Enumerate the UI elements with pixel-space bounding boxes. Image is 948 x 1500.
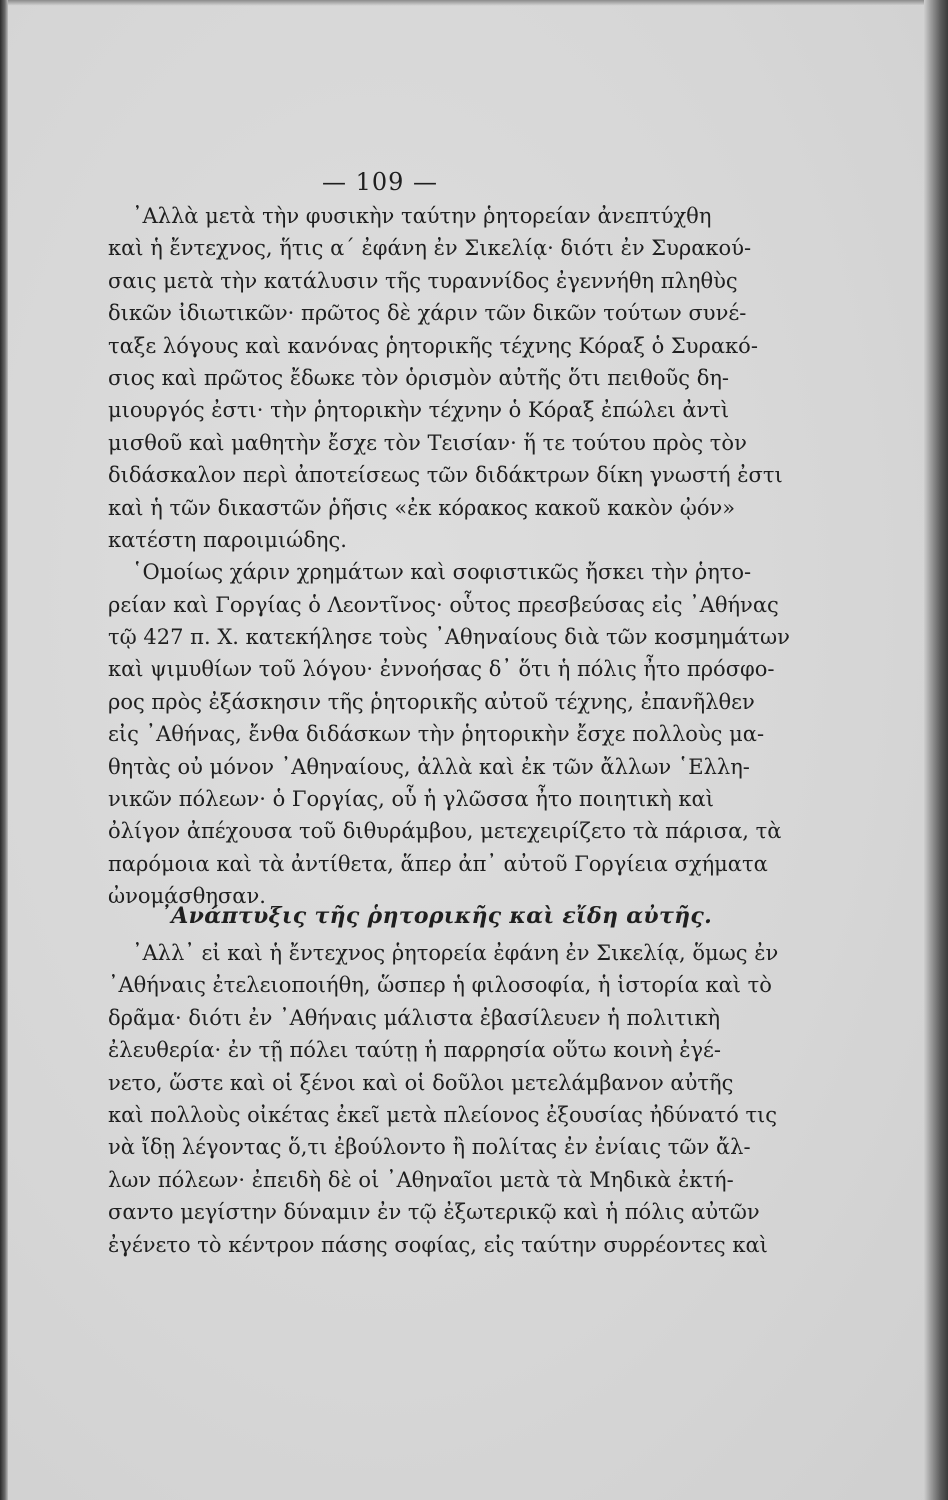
text-line: καὶ ἡ ἔντεχνος, ἥτις α΄ ἐφάνη ἐν Σικελίᾳ· διότι ἐν Συρακού- [108,236,752,261]
text-line: δικῶν ἰδιωτικῶν· πρῶτος δὲ χάριν τῶν δικῶν τούτων συνέ- [108,301,747,326]
text-line: θητὰς οὐ μόνον ᾿Αθηναίους, ἀλλὰ καὶ ἐκ τῶν ἄλλων ῾Ελλη- [108,754,750,779]
text-line: σιος καὶ πρῶτος ἔδωκε τὸν ὁρισμὸν αὐτῆς ὅτι πειθοῦς δη- [108,365,730,390]
page-number: — 109 — [321,168,439,196]
text-line: διδάσκαλον περὶ ἀποτείσεως τῶν διδάκτρων δίκη γνωστή ἐστι [108,463,783,488]
text-line: νὰ ἴδῃ λέγοντας ὅ,τι ἐβούλοντο ἢ πολίτας ἐν ἐνίαις τῶν ἄλ- [108,1135,751,1160]
body-text-upper [108,200,790,913]
page-left-edge [0,0,8,1500]
text-line: δρᾶμα· διότι ἐν ᾿Αθήναις μάλιστα ἐβασίλευεν ἡ πολιτικὴ [108,1005,721,1030]
text-line: καὶ πολλοὺς οἰκέτας ἐκεῖ μετὰ πλείονος ἐξουσίας ἠδύνατό τις [108,1102,778,1127]
text-line: ἐγένετο τὸ κέντρον πάσης σοφίας, εἰς ταύτην συρρέοντες καὶ [108,1232,768,1257]
text-line: ρος πρὸς ἐξάσκησιν τῆς ῥητορικῆς αὐτοῦ τέχνης, ἐπανῆλθεν [108,689,755,714]
text-line: ῾Ομοίως χάριν χρημάτων καὶ σοφιστικῶς ἤσκει τὴν ῥητο- [132,560,752,585]
text-line: ἐλευθερία· ἐν τῇ πόλει ταύτῃ ἡ παρρησία οὕτω κοινὴ ἐγέ- [108,1038,722,1063]
text-line: νικῶν πόλεων· ὁ Γοργίας, οὗ ἡ γλῶσσα ἦτο ποιητικὴ καὶ [108,787,714,812]
text-line: τῷ 427 π. Χ. κατεκήλησε τοὺς ᾿Αθηναίους διὰ τῶν κοσμημάτων [108,625,790,650]
text-line: μισθοῦ καὶ μαθητὴν ἔσχε τὸν Τεισίαν· ἥ τε τούτου πρὸς τὸν [108,430,747,455]
text-line: παρόμοια καὶ τὰ ἀντίθετα, ἅπερ ἀπ᾿ αὐτοῦ Γοργίεια σχήματα [108,851,768,876]
text-line: σαντο μεγίστην δύναμιν ἐν τῷ ἐξωτερικῷ καὶ ἡ πόλις αὐτῶν [108,1200,760,1225]
text-line: μιουργός ἐστι· τὴν ῥητορικὴν τέχνην ὁ Κόραξ ἐπώλει ἀντὶ [108,398,730,423]
text-line: σαις μετὰ τὴν κατάλυσιν τῆς τυραννίδος ἐγεννήθη πληθὺς [108,268,738,293]
page-top-edge [0,0,948,6]
text-line: ὀλίγον ἀπέχουσα τοῦ διθυράμβου, μετεχειρίζετο τὰ πάρισα, τὰ [108,819,782,844]
text-line: ᾿Αλλ᾿ εἰ καὶ ἡ ἔντεχνος ῥητορεία ἐφάνη ἐν Σικελίᾳ, ὅμως ἐν [132,941,779,965]
text-line: ὠνομάσθησαν. [108,884,266,909]
text-line: ταξε λόγους καὶ κανόνας ῥητορικῆς τέχνης Κόραξ ὁ Συρακό- [108,333,758,358]
text-line: καὶ ψιμυθίων τοῦ λόγου· ἐννοήσας δ᾿ ὅτι ἡ πόλις ἦτο πρόσφο- [108,657,775,682]
section-heading: ᾿Ανάπτυξις τῆς ῥητορικῆς καὶ εἴδη αὐτῆς. [160,903,713,929]
page-right-edge [924,0,948,1500]
text-line: εἰς ᾿Αθήνας, ἔνθα διδάσκων τὴν ῥητορικὴν ἔσχε πολλοὺς μα- [108,722,765,747]
text-line: ρείαν καὶ Γοργίας ὁ Λεοντῖνος· οὗτος πρεσβεύσας εἰς ᾿Αθήνας [108,592,779,617]
text-line: καὶ ἡ τῶν δικαστῶν ῥῆσις «ἐκ κόρακος κακοῦ κακὸν ᾠόν» [108,495,736,520]
text-line: λων πόλεων· ἐπειδὴ δὲ οἱ ᾿Αθηναῖοι μετὰ τὰ Μηδικὰ ἐκτή- [108,1167,734,1192]
text-line: κατέστη παροιμιώδης. [108,527,347,552]
text-line: ᾿Αθήναις ἐτελειοποιήθη, ὥσπερ ἡ φιλοσοφία, ἡ ἱστορία καὶ τὸ [108,973,772,998]
text-line: ᾿Αλλὰ μετὰ τὴν φυσικὴν ταύτην ῥητορείαν ἀνεπτύχθη [132,204,712,228]
text-line: νετο, ὥστε καὶ οἱ ξένοι καὶ οἱ δοῦλοι μετελάμβανον αὐτῆς [108,1070,734,1095]
body-text-lower [108,937,779,1261]
